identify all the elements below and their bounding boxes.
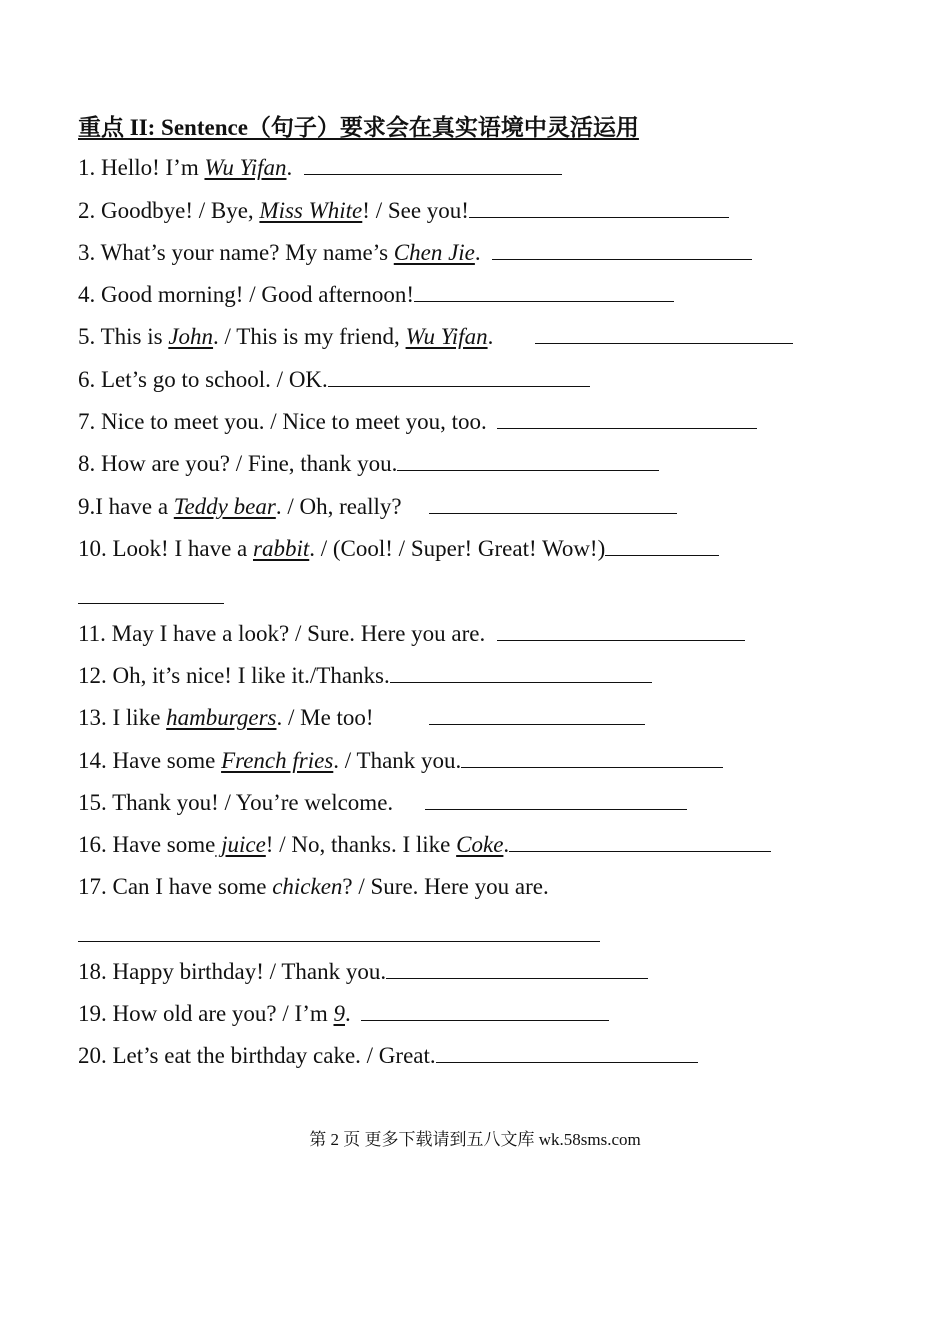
sentence-number: 5.: [78, 324, 101, 349]
sentence-text: Nice to meet you. / Nice to meet you, too.: [101, 409, 487, 434]
sentence-text: May I have a look? / Sure. Here you are.: [111, 621, 486, 646]
sentence-text: .: [503, 832, 510, 857]
sentence-number: 20.: [78, 1043, 113, 1068]
sentence-number: 6.: [78, 367, 101, 392]
sentence-text: How old are you? / I’m: [112, 1001, 334, 1026]
sentence-text: .: [286, 155, 293, 180]
key-word: rabbit: [253, 536, 310, 561]
key-word: Coke: [456, 832, 504, 857]
key-word: Wu Yifan: [405, 324, 488, 349]
answer-blank[interactable]: [429, 493, 677, 514]
sentence-7: [78, 407, 757, 437]
sentence-text: Goodbye! / Bye,: [101, 198, 260, 223]
sentence-number: 19.: [78, 1001, 113, 1026]
sentence-16: [78, 830, 771, 860]
answer-blank[interactable]: [386, 958, 648, 979]
key-word: juice: [215, 832, 266, 857]
sentence-text: How are you? / Fine, thank you.: [101, 451, 398, 476]
sentence-text: Hello! I’m: [101, 155, 205, 180]
sentence-number: 3.: [78, 240, 101, 265]
sentence-6: [78, 365, 590, 395]
sentence-text: ! / No, thanks. I like: [265, 832, 457, 857]
sentence-13: [78, 703, 645, 733]
sentence-2: [78, 196, 729, 226]
sentence-text: I have a: [95, 494, 174, 519]
answer-blank[interactable]: [497, 408, 757, 429]
answer-blank[interactable]: [436, 1042, 698, 1063]
sentence-20: [78, 1041, 698, 1071]
sentence-5: [78, 322, 793, 352]
sentence-19: [78, 999, 609, 1029]
key-word: chicken: [272, 874, 343, 899]
answer-blank[interactable]: [328, 366, 590, 387]
answer-blank[interactable]: [605, 535, 719, 556]
sentence-15: [78, 788, 687, 818]
key-word: John: [168, 324, 214, 349]
sentence-number: 2.: [78, 198, 101, 223]
sentence-8: [78, 449, 659, 479]
answer-blank[interactable]: [535, 323, 793, 344]
sentence-11: [78, 619, 745, 649]
sentence-1: [78, 153, 562, 183]
sentence-number: 10.: [78, 536, 113, 561]
sentence-text: Thank you! / You’re welcome.: [112, 790, 394, 815]
sentence-14: [78, 746, 723, 776]
sentence-text: Let’s go to school. / OK.: [101, 367, 328, 392]
sentence-number: 15.: [78, 790, 113, 815]
sentence-text: . / Me too!: [276, 705, 374, 730]
sentence-text: Oh, it’s nice! I like it./Thanks.: [112, 663, 390, 688]
key-word: French fries: [221, 748, 334, 773]
sentence-number: 8.: [78, 451, 101, 476]
sentence-text: This is: [100, 324, 169, 349]
sentence-number: 14.: [78, 748, 113, 773]
sentence-4: [78, 280, 674, 310]
sentence-9: [78, 492, 677, 522]
key-word: Chen Jie: [393, 240, 475, 265]
sentence-number: 13.: [78, 705, 113, 730]
sentence-number: 12.: [78, 663, 113, 688]
sentence-18: [78, 957, 648, 987]
sentence-text: . / (Cool! / Super! Great! Wow!): [309, 536, 606, 561]
answer-blank[interactable]: [509, 831, 771, 852]
sentence-text: Happy birthday! / Thank you.: [112, 959, 387, 984]
sentence-text: Have some: [112, 748, 222, 773]
sentence-text: ? / Sure. Here you are.: [342, 874, 549, 899]
answer-blank-continued[interactable]: [78, 583, 224, 604]
sentence-number: 18.: [78, 959, 113, 984]
key-word: Teddy bear: [173, 494, 276, 519]
sentence-12: [78, 661, 652, 691]
sentence-text: Have some: [112, 832, 216, 857]
sentence-3: [78, 238, 752, 268]
sentence-number: 11.: [78, 621, 112, 646]
sentence-17: [78, 872, 549, 902]
sentence-text: I like: [112, 705, 167, 730]
sentence-text: .: [345, 1001, 351, 1026]
answer-blank[interactable]: [304, 154, 562, 175]
sentence-text: . / This is my friend,: [213, 324, 406, 349]
sentence-number: 7.: [78, 409, 101, 434]
key-word: Miss White: [259, 198, 363, 223]
key-word: 9: [333, 1001, 345, 1026]
sentence-10: [78, 534, 719, 564]
sentence-text: Good morning! / Good afternoon!: [101, 282, 414, 307]
answer-blank[interactable]: [425, 789, 687, 810]
page-footer: 第 2 页 更多下载请到五八文库 wk.58sms.com: [309, 1130, 641, 1149]
answer-blank[interactable]: [429, 704, 645, 725]
answer-blank[interactable]: [361, 1000, 609, 1021]
sentence-number: 1.: [78, 155, 101, 180]
sentence-number: 16.: [78, 832, 113, 857]
sentence-text: Can I have some: [112, 874, 273, 899]
answer-blank[interactable]: [461, 747, 723, 768]
key-word: hamburgers: [166, 705, 277, 730]
sentence-text: Look! I have a: [112, 536, 253, 561]
sentence-text: Let’s eat the birthday cake. / Great.: [112, 1043, 436, 1068]
answer-blank[interactable]: [390, 662, 652, 683]
key-word: Wu Yifan: [204, 155, 287, 180]
sentence-text: ! / See you!: [362, 198, 469, 223]
answer-blank[interactable]: [469, 197, 729, 218]
answer-blank[interactable]: [397, 450, 659, 471]
sentence-number: 4.: [78, 282, 101, 307]
sentence-text: .: [474, 240, 481, 265]
section-heading: 重点 II: Sentence（句子）要求会在真实语境中灵活运用: [78, 115, 639, 140]
sentence-number: 17.: [78, 874, 113, 899]
sentence-text: . / Thank you.: [333, 748, 462, 773]
sentence-text: What’s your name? My name’s: [100, 240, 394, 265]
answer-blank[interactable]: [414, 281, 674, 302]
answer-blank[interactable]: [492, 239, 752, 260]
answer-blank-continued[interactable]: [78, 921, 600, 942]
sentence-text: .: [487, 324, 494, 349]
sentence-text: . / Oh, really?: [275, 494, 402, 519]
answer-blank[interactable]: [497, 620, 745, 641]
sentence-number: 9.: [78, 494, 96, 519]
